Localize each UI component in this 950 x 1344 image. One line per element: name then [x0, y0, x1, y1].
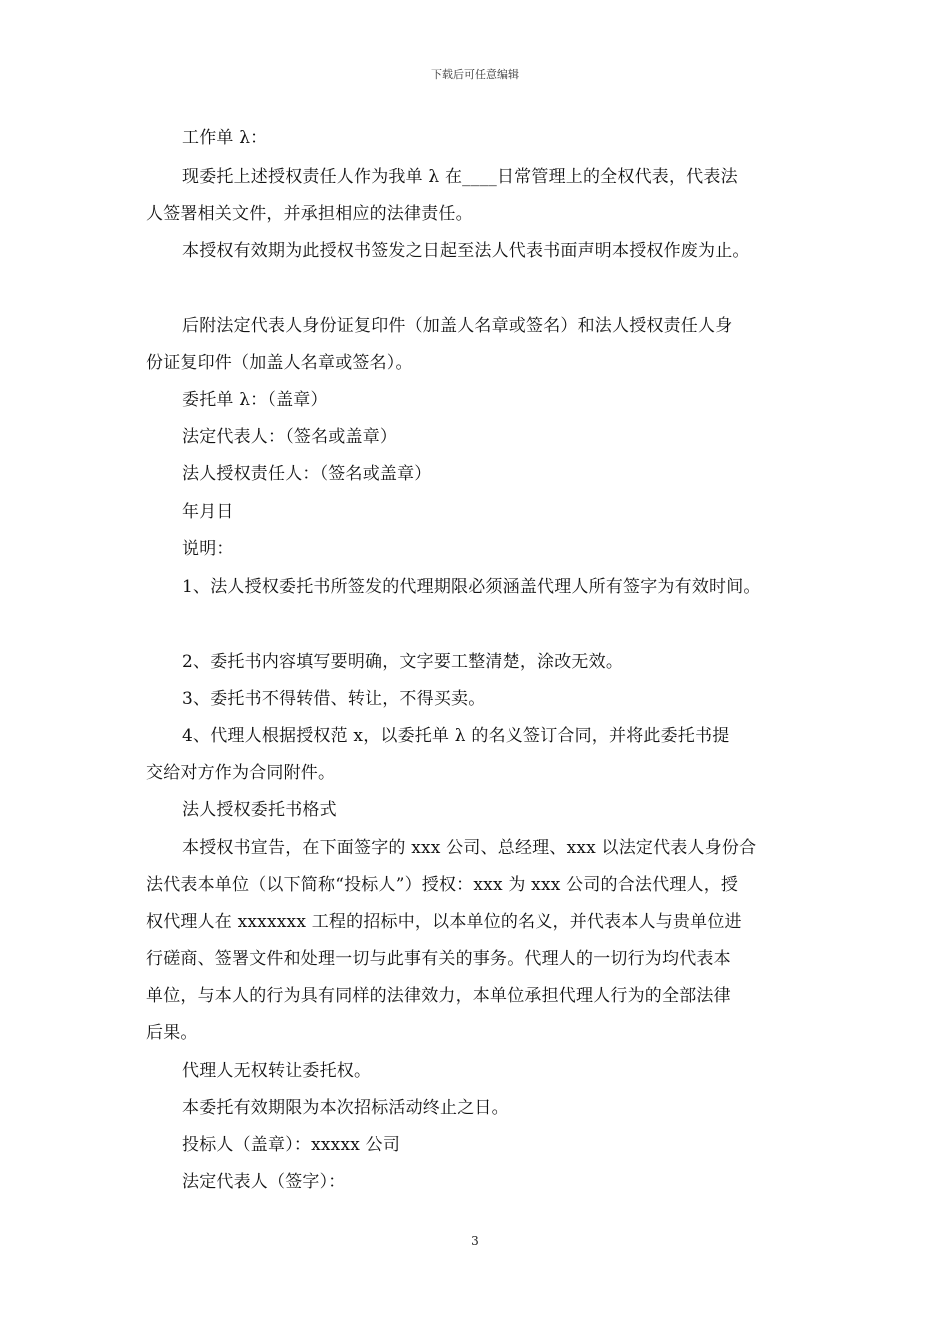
- text-line: 后果。: [146, 1023, 198, 1043]
- text-line: 交给对方作为合同附件。: [146, 763, 336, 783]
- text-line: 权代理人在 xxxxxxx 工程的招标中，以本单位的名义，并代表本人与贵单位进: [146, 912, 742, 932]
- text-line: 单位，与本人的行为具有同样的法律效力，本单位承担代理人行为的全部法律: [146, 986, 731, 1006]
- text-line: 本委托有效期限为本次招标活动终止之日。: [182, 1098, 509, 1118]
- text-line: 年月日: [182, 502, 234, 522]
- text-line: 委托单 λ：（盖章）: [182, 390, 328, 410]
- text-line: 行磋商、签署文件和处理一切与此事有关的事务。代理人的一切行为均代表本: [146, 949, 731, 969]
- text-line: 后附法定代表人身份证复印件（加盖人名章或签名）和法人授权责任人身: [182, 316, 733, 336]
- text-line: 份证复印件（加盖人名章或签名）。: [146, 353, 413, 373]
- text-line: 1、法人授权委托书所签发的代理期限必须涵盖代理人所有签字为有效时间。: [182, 577, 761, 597]
- text-line: 人签署相关文件，并承担相应的法律责任。: [146, 204, 473, 224]
- text-line: 法人授权责任人：（签名或盖章）: [182, 464, 432, 484]
- text-line: 3、委托书不得转借、转让，不得买卖。: [182, 689, 486, 709]
- section-heading: 法人授权委托书格式: [182, 800, 337, 820]
- text-line: 法代表本单位（以下简称“投标人”）授权：xxx 为 xxx 公司的合法代理人，授: [146, 875, 739, 895]
- page-number: 3: [471, 1234, 479, 1248]
- text-line: 工作单 λ：: [182, 128, 268, 148]
- text-line: 法定代表人：（签名或盖章）: [182, 427, 398, 447]
- text-line: 代理人无权转让委托权。: [182, 1061, 372, 1081]
- text-line: 本授权有效期为此授权书签发之日起至法人代表书面声明本授权作废为止。: [182, 241, 750, 261]
- text-line: 投标人（盖章）：xxxxx 公司: [182, 1135, 401, 1155]
- text-line: 2、委托书内容填写要明确，文字要工整清楚，涂改无效。: [182, 652, 624, 672]
- text-line: 4、代理人根据授权范 x，以委托单 λ 的名义签订合同，并将此委托书提: [182, 726, 730, 746]
- text-line: 说明：: [182, 539, 234, 559]
- text-line: 本授权书宣告，在下面签字的 xxx 公司、总经理、xxx 以法定代表人身份合: [182, 838, 757, 858]
- page-header: 下载后可任意编辑: [431, 68, 519, 81]
- text-line: 法定代表人（签字）：: [182, 1172, 346, 1192]
- text-line: 现委托上述授权责任人作为我单 λ 在____日常管理上的全权代表，代表法: [182, 167, 738, 187]
